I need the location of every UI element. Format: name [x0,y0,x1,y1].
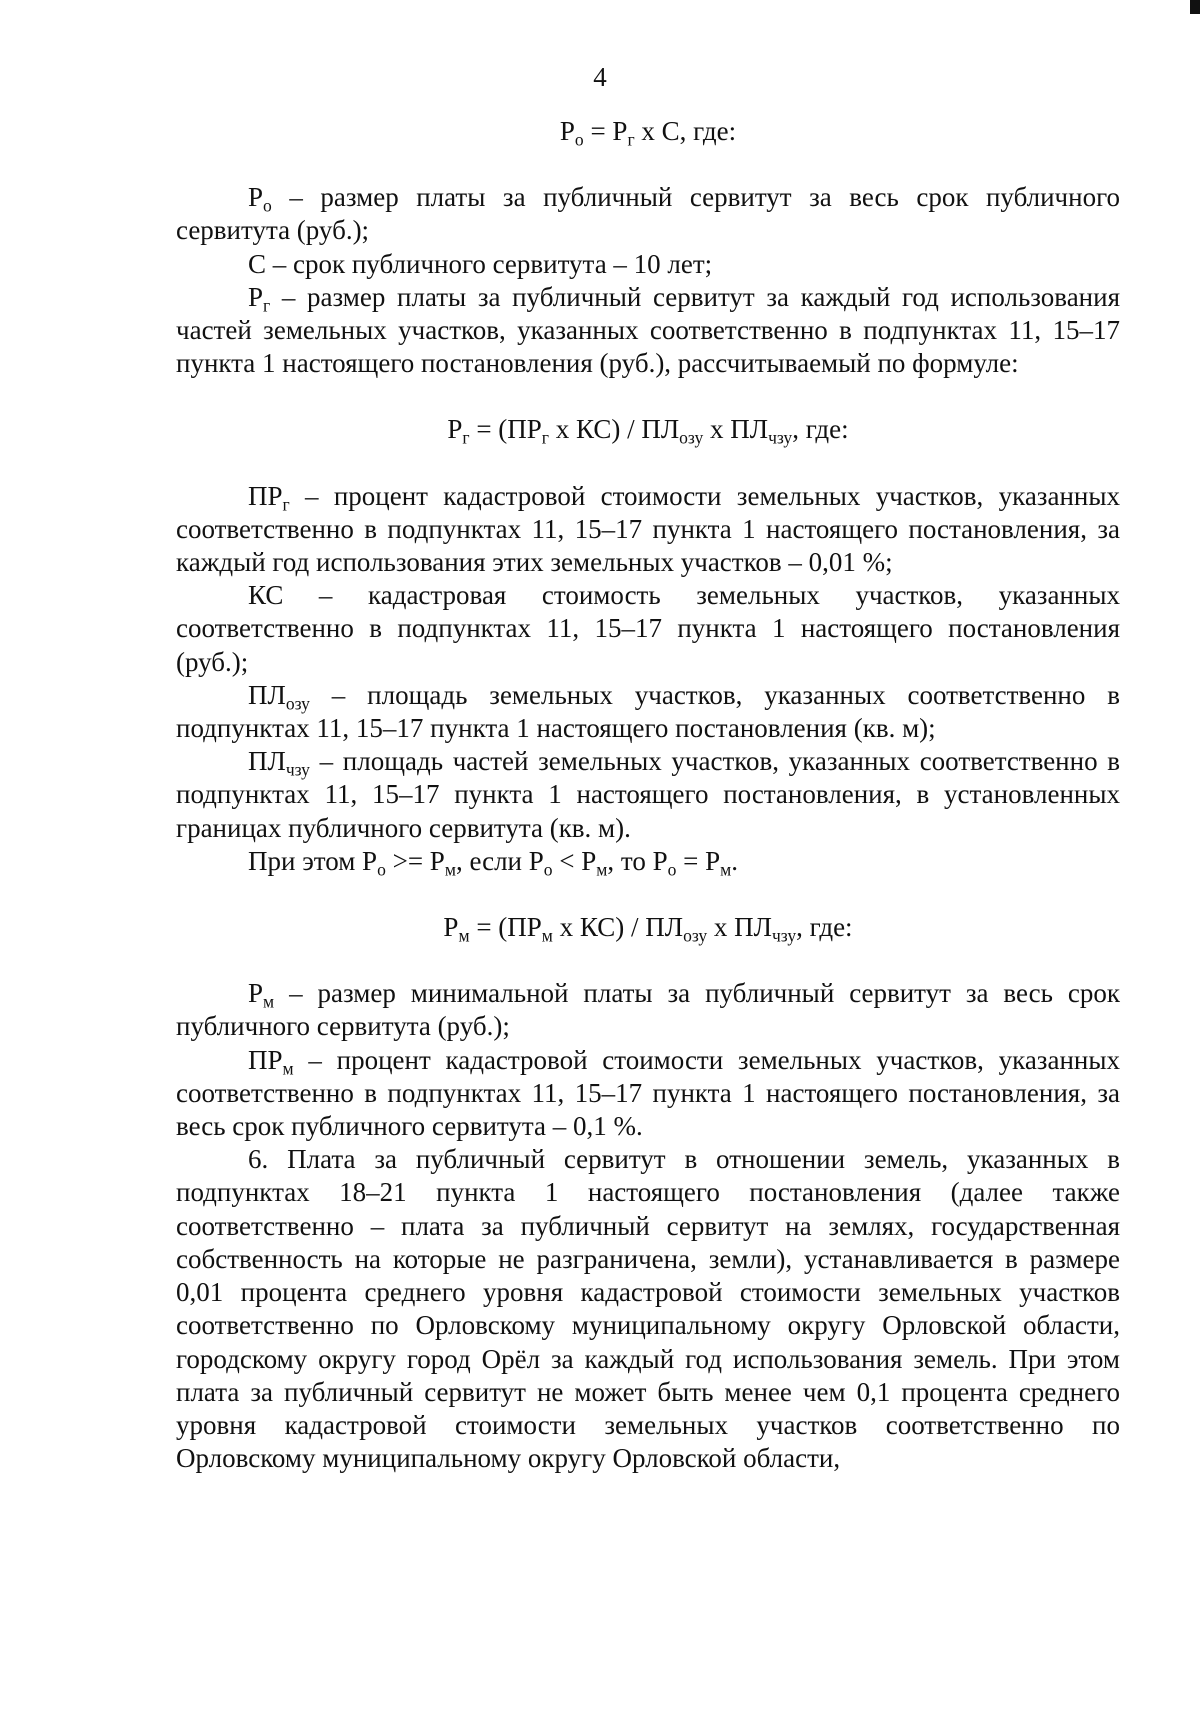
paragraph-minimum-condition: При этом $Р_о >= Р_м$, если $Р_о < Р_м$, то $Р_о = Р_м$. [248,845,738,880]
formula-annual-fee: $Р_г = (ПР_г$ х $КС) / ПЛ_{озу}$ х $ПЛ_{чзу}$, где: [447,414,849,448]
paragraph-pg-definition: $Р_г$ – размер платы за публичный сервитут за каждый год использования частей земельных участков, указанных соответственно в подпунктах 11, 15–17 пункта 1 настоящего постановления (руб.), рассчитываемый по формуле: [176,281,1120,379]
paragraph-pm-definition: $Р_м$ – размер минимальной платы за публичный сервитут за весь срок публичного сервитута (руб.); [176,978,1120,1042]
paragraph-section-6: 6. Плата за публичный сервитут в отношении земель, указанных в подпунктах 18–21 пункта 1 настоящего постановления (далее также соответственно – плата за публичный сервитут на землях, государственная собственность на которые не разграничена, земли), устанавливается в размере 0,01 процента среднего уровня кадастровой стоимости земельных участков соответственно по Орловскому муниципальному округу Орловской области, городскому округу город Орёл за каждый год использования земель. При этом плата за публичный сервитут не может быть менее чем 0,1 процента среднего уровня кадастровой стоимости земельных участков соответственно по Орловскому муниципальному округу Орловской области, [176,1144,1120,1474]
formula-minimum-fee: $Р_м = (ПР_м$ х $КС) / ПЛ_{озу}$ х $ПЛ_{чзу}$, где: [443,912,853,946]
paragraph-po-definition: $Р_о$ – размер платы за публичный сервитут за весь срок публичного сервитута (руб.); [176,182,1120,246]
document-body [176,115,1120,1475]
paragraph-ks-definition: КС – кадастровая стоимость земельных участков, указанных соответственно в подпунктах 11, 15–17 пункта 1 настоящего постановления (руб.); [176,580,1120,677]
page-number: 4 [593,62,607,92]
paragraph-plchzu-definition: $ПЛ_{чзу}$ – площадь частей земельных участков, указанных соответственно в подпунктах 11, 15–17 пункта 1 настоящего постановления, в установленных границах публичного сервитута (кв. м). [176,746,1120,843]
scan-corner-mark [1190,0,1200,14]
paragraph-c-definition: С – срок публичного сервитута – 10 лет; [248,248,713,279]
paragraph-prm-definition: $ПР_м$ – процент кадастровой стоимости земельных участков, указанных соответственно в подпунктах 11, 15–17 пункта 1 настоящего постановления, за весь срок публичного сервитута – 0,1 %. [176,1044,1120,1142]
formula-total-fee: $Р_о = Р_г$ х С, где: [559,116,737,150]
paragraph-prg-definition: $ПР_г$ – процент кадастровой стоимости земельных участков, указанных соответственно в подпунктах 11, 15–17 пункта 1 настоящего постановления, за каждый год использования этих земельных участков – 0,01 %; [176,480,1120,578]
paragraph-plozu-definition: $ПЛ_{озу}$ – площадь земельных участков, указанных соответственно в подпунктах 11, 15–17 пункта 1 настоящего постановления (кв. м); [176,679,1120,744]
